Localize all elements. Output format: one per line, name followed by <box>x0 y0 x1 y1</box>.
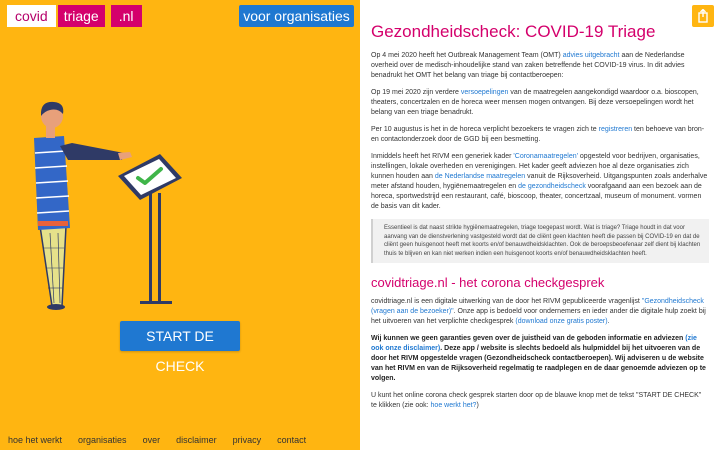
link-gezondheidscheck-vragen[interactable]: "Gezondheidscheck (vragen aan de bezoeker)" <box>371 298 704 315</box>
share-icon <box>698 9 708 23</box>
share-button[interactable] <box>692 5 714 27</box>
footer-link-privacy[interactable]: privacy <box>232 435 262 445</box>
link-disclaimer[interactable]: (zie ook onze disclaimer) <box>371 335 697 352</box>
content-panel <box>360 0 720 450</box>
footer-link-organisations[interactable]: organisaties <box>78 435 127 445</box>
person-at-check-kiosk-illustration <box>20 98 210 313</box>
footer-link-contact[interactable]: contact <box>277 435 307 445</box>
paragraph-start-instructions: U kunt het online corona check gesprek starten door op de blauwe knop met de tekst "START DE CHECK" te klikken (zie ook: hoe werkt het?) <box>371 392 702 409</box>
kiosk-stand <box>118 154 182 304</box>
footer-link-disclaimer[interactable]: disclaimer <box>176 435 217 445</box>
paragraph-disclaimer-notice: Wij kunnen we geen garanties geven over de juistheid van de geboden informatie en adviezen (zie ook onze disclaimer). Deze app / website is slechts bedoeld als hulpmiddel bij het uitvoeren van de door het RIVM opgestelde vragen (Gezondheidscheck contactberoepen). Wij adviseren u de website van het RIVM en van de Rijksoverheid regelmatig te raadplegen en de daar genoemde adviezen op te volgen. <box>371 335 706 382</box>
link-versoepelingen[interactable]: versoepelingen <box>460 89 509 96</box>
link-advies-uitgebracht[interactable]: advies uitgebracht <box>562 52 620 59</box>
site-logo[interactable] <box>7 5 142 27</box>
person-figure <box>34 102 132 310</box>
logo-covid: covid <box>7 5 56 27</box>
logo-triage: triage <box>58 5 105 27</box>
link-hoe-werkt-het[interactable]: hoe werkt het? <box>430 402 477 409</box>
organisations-button[interactable]: voor organisaties <box>239 5 354 27</box>
paragraph-app-description: covidtriage.nl is een digitale uitwerking van de door het RIVM gepubliceerde vragenlijst "Gezondheidscheck (vragen aan de bezoeker)". Onze app is bedoeld voor ondernemers en ieder ander die digitale hulp zoekt bij het uitvoeren van het verplichte checkgesprek (download onze gratis poster). <box>371 298 706 325</box>
link-nederlandse-maatregelen[interactable]: de Nederlandse maatregelen <box>434 173 526 180</box>
footer-link-about[interactable]: over <box>142 435 161 445</box>
intro-paragraph-omt: Op 4 mei 2020 heeft het Outbreak Management Team (OMT) advies uitgebracht aan de Nederlandse overheid over de medisch-inhoudelijke stand van zaken betreffende het COVID-19 virus. In dit advies benadrukt het OMT het belang van triage bij contactberoepen: <box>371 52 685 79</box>
paragraph-registreren: Per 10 augustus is het in de horeca verplicht bezoekers te vragen zich te registreren ten behoeve van bron- en contactonderzoek door de GGD bij een besmetting. <box>371 126 705 143</box>
triage-note-quote: Essentieel is dat naast strikte hygiënemaatregelen, triage toegepast wordt. Wat is triage? Triage houdt in dat voor aanvang van de dienstverlening vastgesteld wordt dat de cliënt geen klachten heeft die passen bij COVID-19 en dat de cliënt geen huisgenoot heeft met koorts en/of benauwdheidsklachten. Ook de beroepsbeoefenaar zelf dient bij klachten thuis te blijven en kan niet werken indien een huisgenoot koorts en/of benauwdheidsklachten heeft. <box>371 219 709 263</box>
link-download-poster[interactable]: (download onze gratis poster) <box>515 318 608 325</box>
page-title: Gezondheidscheck: COVID-19 Triage <box>371 22 656 41</box>
link-gezondheidscheck[interactable]: de gezondheidscheck <box>518 183 586 190</box>
footer-link-how-it-works[interactable]: hoe het werkt <box>8 435 63 445</box>
footer-nav <box>8 435 322 445</box>
section-title-checkgesprek: covidtriage.nl - het corona checkgesprek <box>371 275 605 290</box>
paragraph-rivm-kader: Inmiddels heeft het RIVM een generiek kader 'Coronamaatregelen' opgesteld voor bedrijven, organisaties, instellingen, lokale overheden en verenigingen. Het kader geeft adviezen hoe al deze organisaties zich kunnen houden aan de Nederlandse maatregelen vanuit de Rijksoverheid. Uitgangspunten zoals anderhalve meter afstand houden, hygiënemaatregelen en de gezondheidscheck voorafgaand aan een bezoek aan de horeca, sportwedstrijd een restaurant, café, bioscoop, theater, concertzaal, museum of monument. vormen de basis van dit kader. <box>371 153 708 210</box>
link-coronamaatregelen[interactable]: 'Coronamaatregelen' <box>513 153 578 160</box>
paragraph-versoepelingen: Op 19 mei 2020 zijn verdere versoepelingen van de maatregelen aangekondigd waardoor o.a. bioscopen, theaters, concertzalen en de horeca weer mensen mogen ontvangen. Bij deze versoepelingen wordt het belang van een triage benadrukt. <box>371 89 699 116</box>
start-check-button[interactable]: START DE CHECK <box>120 321 240 351</box>
logo-nl: .nl <box>111 5 142 27</box>
link-registreren[interactable]: registreren <box>598 126 633 133</box>
